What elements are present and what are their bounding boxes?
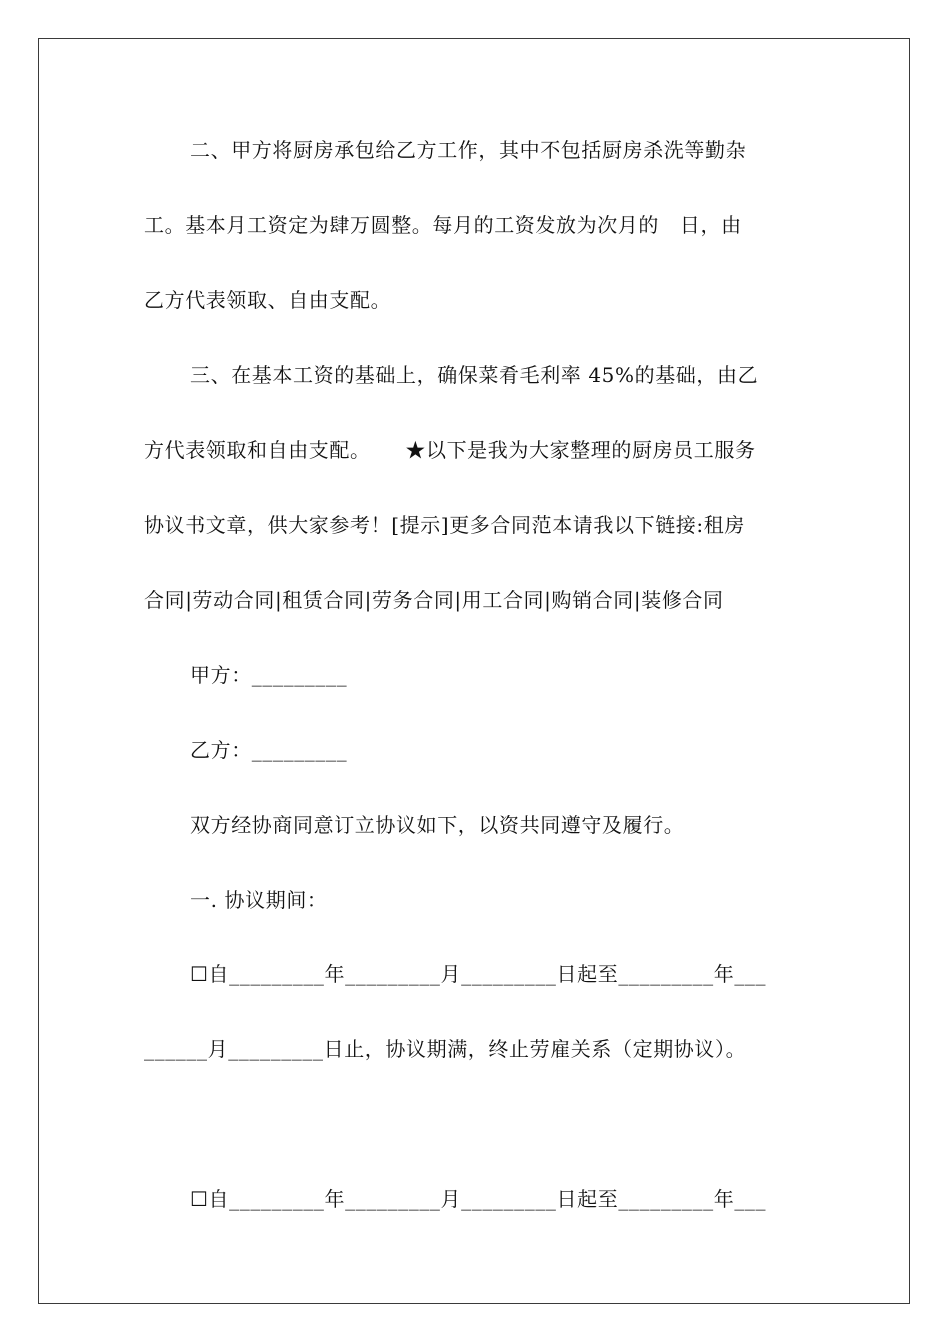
contract-links-line: 合同|劳动合同|租赁合同|劳务合同|用工合同|购销合同|装修合同 <box>144 588 724 612</box>
clause-2-line-1: 二、甲方将厨房承包给乙方工作，其中不包括厨房杀洗等勤杂 <box>190 138 747 162</box>
term-option-2-line-1: ☐自_________年_________月_________日起至_________年___ <box>190 1187 767 1211</box>
term-option-1-line-2: ______月_________日止，协议期满，终止劳雇关系（定期协议）。 <box>144 1037 747 1061</box>
clause-3-line-1: 三、在基本工资的基础上，确保菜肴毛利率 45%的基础，由乙 <box>190 363 759 387</box>
party-b-field: 乙方：_________ <box>190 738 348 762</box>
agreement-statement: 双方经协商同意订立协议如下，以资共同遵守及履行。 <box>190 813 685 837</box>
intro-line: 协议书文章，供大家参考！[提示]更多合同范本请我以下链接:租房 <box>144 513 745 537</box>
clause-2-line-3: 乙方代表领取、自由支配。 <box>144 288 392 312</box>
clause-3-line-2: 方代表领取和自由支配。 ★以下是我为大家整理的厨房员工服务 <box>144 438 756 462</box>
term-option-1-line-1: ☐自_________年_________月_________日起至_________年___ <box>190 962 767 986</box>
party-a-field: 甲方：_________ <box>190 663 348 687</box>
clause-2-line-2: 工。基本月工资定为肆万圆整。每月的工资发放为次月的 日，由 <box>144 213 742 237</box>
section-1-heading: 一. 协议期间： <box>190 888 328 912</box>
